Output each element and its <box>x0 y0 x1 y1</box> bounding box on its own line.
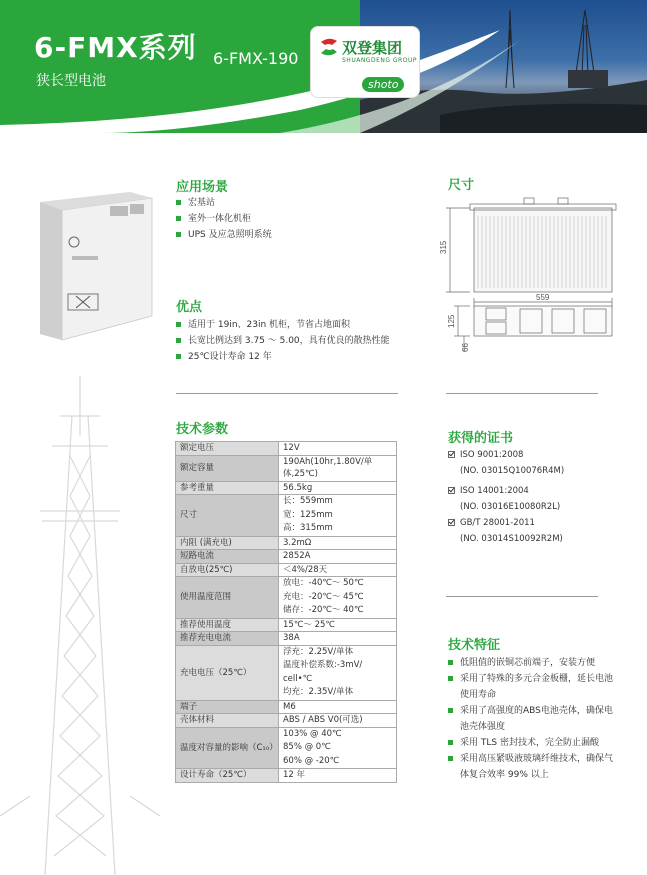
brand-name-en: SHUANGDENG GROUP <box>342 57 417 64</box>
list-item: 采用了特殊的多元合金板栅，延长电池使用寿命 <box>448 671 618 703</box>
list-item: 长宽比例达到 3.75 ～ 5.00，具有优良的散热性能 <box>176 333 390 349</box>
dim-terminal-label: 66 <box>461 343 470 352</box>
applications-title: 应用场景 <box>176 180 229 195</box>
divider <box>446 393 598 394</box>
spec-key: 推荐使用温度 <box>176 618 279 632</box>
tower-watermark-icon <box>0 376 160 875</box>
spec-value <box>279 442 397 456</box>
spec-value-line: 103% @ 40℃ <box>283 728 342 739</box>
spec-key: 额定容量 <box>176 455 279 481</box>
spec-value-line: 温度补偿系数:-3mV/ cell•℃ <box>283 660 363 684</box>
spec-value <box>279 550 397 564</box>
cert-name: ISO 14001:2004 <box>460 486 529 496</box>
dimensions-title: 尺寸 <box>448 178 475 193</box>
features-title: 技术特征 <box>448 638 501 653</box>
table-row <box>176 495 397 537</box>
spec-key: 设计寿命（25℃） <box>176 769 279 783</box>
applications-list <box>176 195 272 243</box>
spec-key: 自放电(25℃) <box>176 563 279 577</box>
table-row <box>176 645 397 700</box>
cert-number: (NO. 03014S10092R2M) <box>460 534 563 544</box>
table-row <box>176 714 397 728</box>
spec-value-line: 2852A <box>283 551 311 561</box>
advantages-title: 优点 <box>176 300 203 315</box>
list-item: 采用 TLS 密封技术，完全防止漏酸 <box>448 735 618 751</box>
spec-value-line: 放电：-40℃～ 50℃ <box>283 578 364 588</box>
spec-value-line: 38A <box>283 633 300 643</box>
dim-width-label: 125 <box>447 314 456 328</box>
checkbox-icon <box>448 451 455 458</box>
spec-key: 壳体材料 <box>176 714 279 728</box>
list-item: UPS 及应急照明系统 <box>176 227 272 243</box>
spec-value-line: 高：315mm <box>283 523 333 533</box>
spec-value <box>279 563 397 577</box>
spec-value-line: 12V <box>283 443 300 453</box>
cert-number: (NO. 03015Q10076R4M) <box>460 466 565 476</box>
spec-value-line: 均充：2.35V/单体 <box>283 687 354 697</box>
spec-value <box>279 700 397 714</box>
divider <box>446 596 598 597</box>
dim-length-label: 559 <box>536 293 550 302</box>
spec-value-line: 3.2mΩ <box>283 537 312 548</box>
table-row <box>176 618 397 632</box>
table-row <box>176 481 397 495</box>
list-item: 宏基站 <box>176 195 272 211</box>
table-row <box>176 700 397 714</box>
checkbox-icon <box>448 519 455 526</box>
specs-title: 技术参数 <box>176 422 229 437</box>
table-row <box>176 550 397 564</box>
spec-value-line: ABS / ABS V0(可选) <box>283 715 363 725</box>
spec-value-line: 85% @ 0℃ <box>283 742 331 752</box>
spec-value <box>279 769 397 783</box>
list-item: 采用高压紧吸液玻璃纤维技术，确保气体复合效率 99% 以上 <box>448 751 618 783</box>
spec-key: 尺寸 <box>176 495 279 537</box>
brand-shoto: shoto <box>362 77 404 92</box>
spec-value <box>279 727 397 769</box>
spec-value-line: 储存：-20℃～ 40℃ <box>283 605 364 615</box>
spec-value <box>279 495 397 537</box>
dim-height-label: 315 <box>439 240 448 254</box>
spec-key: 额定电压 <box>176 442 279 456</box>
spec-value <box>279 455 397 481</box>
spec-value <box>279 618 397 632</box>
list-item: 25℃设计寿命 12 年 <box>176 349 390 365</box>
spec-value-line: 充电：-20℃～ 45℃ <box>283 591 364 602</box>
spec-key: 端子 <box>176 700 279 714</box>
specs-table <box>175 441 397 783</box>
features-list <box>448 655 618 783</box>
brand-name-cn: 双登集团 <box>342 39 403 57</box>
spec-value-line: 15℃～ 25℃ <box>283 619 335 630</box>
cert-name: ISO 9001:2008 <box>460 450 524 460</box>
table-row <box>176 442 397 456</box>
spec-value-line: M6 <box>283 701 296 712</box>
cert-item <box>448 483 560 515</box>
spec-key: 短路电流 <box>176 550 279 564</box>
spec-value <box>279 536 397 550</box>
series-title: 6-FMX系列 <box>34 31 197 64</box>
spec-value-line: 浮充：2.25V/单体 <box>283 646 354 657</box>
spec-key: 参考重量 <box>176 481 279 495</box>
list-item: 室外一体化机柜 <box>176 211 272 227</box>
table-row <box>176 563 397 577</box>
table-row <box>176 577 397 619</box>
spec-value-line: 12 年 <box>283 770 306 780</box>
table-row <box>176 536 397 550</box>
header-banner <box>0 0 647 133</box>
table-row <box>176 727 397 769</box>
battery-product-image <box>36 188 156 350</box>
spec-value <box>279 577 397 619</box>
advantages-list <box>176 317 390 365</box>
spec-value <box>279 645 397 700</box>
spec-value-line: 宽：125mm <box>283 509 333 520</box>
brand-s-icon <box>318 36 340 58</box>
cert-item <box>448 447 564 479</box>
spec-value <box>279 632 397 646</box>
series-subtitle: 狭长型电池 <box>36 73 106 89</box>
table-row <box>176 632 397 646</box>
list-item: 适用于 19in、23in 机柜，节省占地面积 <box>176 317 390 333</box>
checkbox-icon <box>448 487 455 494</box>
table-row <box>176 769 397 783</box>
certs-title: 获得的证书 <box>448 431 514 446</box>
spec-key: 使用温度范围 <box>176 577 279 619</box>
cert-item <box>448 515 563 547</box>
model-code: 6-FMX-190 <box>213 49 299 68</box>
spec-key: 充电电压（25℃） <box>176 645 279 700</box>
spec-key: 内阻 (满充电) <box>176 536 279 550</box>
spec-value-line: 长：559mm <box>283 496 333 506</box>
cert-name: GB/T 28001-2011 <box>460 518 535 528</box>
spec-value-line: ＜4%/28天 <box>283 564 328 575</box>
spec-value-line: 60% @ -20℃ <box>283 755 340 766</box>
list-item: 采用了高强度的ABS电池壳体，确保电池壳体强度 <box>448 703 618 735</box>
spec-value <box>279 481 397 495</box>
cert-number: (NO. 03016E10080R2L) <box>460 502 561 512</box>
spec-key: 温度对容量的影响（C₁₀） <box>176 727 279 769</box>
spec-value-line: 190Ah(10hr,1.80V/单体,25℃) <box>283 456 373 479</box>
spec-value-line: 56.5kg <box>283 482 313 493</box>
table-row <box>176 455 397 481</box>
spec-key: 推荐充电电流 <box>176 632 279 646</box>
divider <box>176 393 398 394</box>
dimension-drawing <box>440 196 620 354</box>
spec-value <box>279 714 397 728</box>
list-item: 低阻值的嵌铜芯前端子，安装方便 <box>448 655 618 671</box>
